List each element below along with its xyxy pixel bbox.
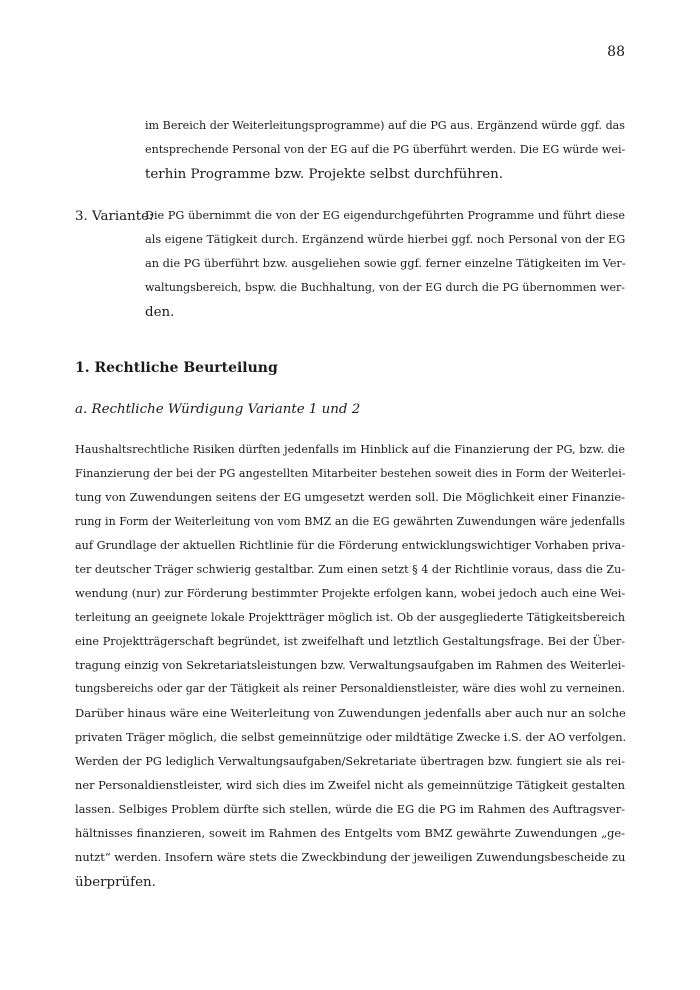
text-line: rung in Form der Weiterleitung von vom BMZ an die EG gewährten Zuwendungen wäre jedenfalls [75,515,625,528]
page-number: 88 [607,44,625,60]
text-line: auf Grundlage der aktuellen Richtlinie für die Förderung entwicklungswichtiger Vorhaben priva- [75,539,625,552]
text-line: den. [145,305,175,320]
text-line: an die PG überführt bzw. ausgeliehen sowie ggf. ferner einzelne Tätigkeiten im Ver- [145,257,626,270]
text-line: im Bereich der Weiterleitungsprogramme) auf die PG aus. Ergänzend würde ggf. das [145,119,625,132]
text-line: terhin Programme bzw. Projekte selbst durchführen. [145,167,504,182]
text-line: entsprechende Personal von der EG auf die PG überführt werden. Die EG würde wei- [145,143,626,156]
subsection-heading: a. Rechtliche Würdigung Variante 1 und 2 [75,402,361,417]
text-line: eine Projektträgerschaft begründet, ist zweifelhaft und letztlich Gestaltungsfrage. Bei der Über- [75,635,625,648]
text-line: lassen. Selbiges Problem dürfte sich stellen, würde die EG die PG im Rahmen des Auftragsver- [75,802,625,816]
text-line: nutzt“ werden. Insofern wäre stets die Zweckbindung der jeweiligen Zuwendungsbescheide zu [75,850,626,864]
text-line: terleitung an geeignete lokale Projektträger möglich ist. Ob der ausgegliederte Tätigkeitsbereich [75,611,625,624]
text-line: wendung (nur) zur Förderung bestimmter Projekte erfolgen kann, wobei jedoch auch eine Wei- [75,586,626,600]
text-line: Werden der PG lediglich Verwaltungsaufgaben/Sekretariate übertragen bzw. fungiert sie als rei- [75,755,625,768]
variant-label: 3. Variante: [75,209,154,224]
text-line: Die PG übernimmt die von der EG eigendurchgeführten Programme und führt diese [145,209,625,222]
text-line: waltungsbereich, bspw. die Buchhaltung, von der EG durch die PG übernommen wer- [145,281,625,294]
text-line: Haushaltsrechtliche Risiken dürften jedenfalls im Hinblick auf die Finanzierung der PG, bzw. die [75,443,625,456]
text-line: ner Personaldienstleister, wird sich dies im Zweifel nicht als gemeinnützige Tätigkeit gestalten [75,778,625,792]
text-line: Darüber hinaus wäre eine Weiterleitung von Zuwendungen jedenfalls aber auch nur an solche [75,706,626,720]
text-line: tragung einzig von Sekretariatsleistungen bzw. Verwaltungsaufgaben im Rahmen des Weiterlei- [75,659,626,672]
text-line: privaten Träger möglich, die selbst gemeinnützige oder mildtätige Zwecke i.S. der AO verfolgen. [75,731,627,744]
text-line: tungsbereichs oder gar der Tätigkeit als reiner Personaldienstleister, wäre dies wohl zu verneinen. [75,682,625,695]
text-line: Finanzierung der bei der PG angestellten Mitarbeiter bestehen soweit dies in Form der Weiterlei- [75,467,626,480]
text-line: ter deutscher Träger schwierig gestaltbar. Zum einen setzt § 4 der Richtlinie voraus, dass die Zu- [75,563,625,576]
text-line: hältnisses finanzieren, soweit im Rahmen des Entgelts vom BMZ gewährte Zuwendungen „ge- [75,826,625,840]
text-line: tung von Zuwendungen seitens der EG umgesetzt werden soll. Die Möglichkeit einer Finanzie- [75,490,625,504]
text-line: überprüfen. [75,875,156,890]
text-line: als eigene Tätigkeit durch. Ergänzend würde hierbei ggf. noch Personal von der EG [145,233,626,246]
section-heading: 1. Rechtliche Beurteilung [75,360,278,376]
